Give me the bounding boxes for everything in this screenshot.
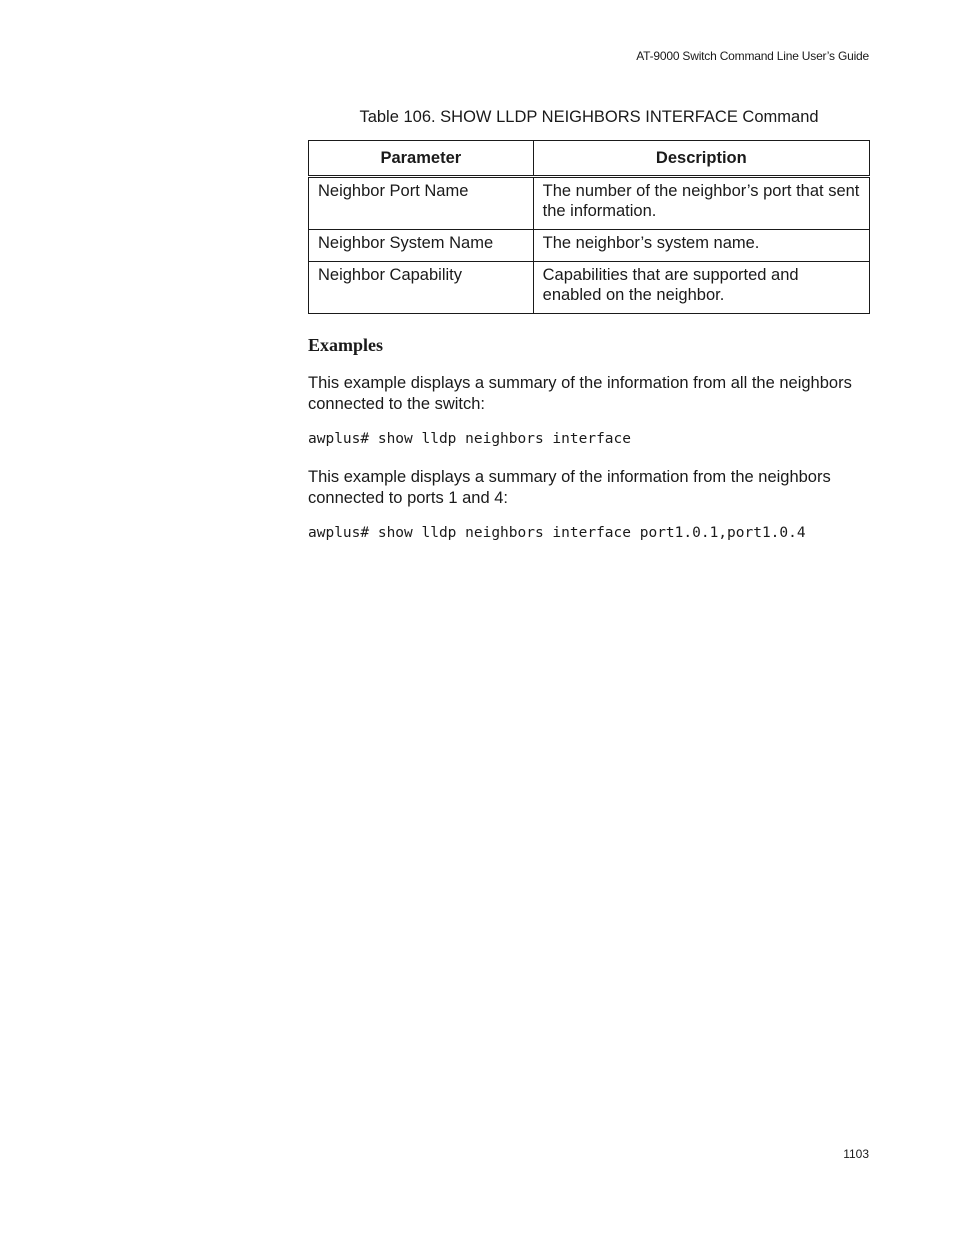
table-header-row bbox=[309, 141, 870, 177]
running-header: AT-9000 Switch Command Line User’s Guide bbox=[636, 49, 869, 63]
description-cell: The neighbor’s system name. bbox=[533, 230, 869, 262]
table-row bbox=[309, 262, 870, 314]
examples-heading: Examples bbox=[308, 335, 384, 355]
parameter-table bbox=[308, 140, 870, 314]
parameter-cell: Neighbor Port Name bbox=[309, 177, 534, 230]
parameter-cell: Neighbor System Name bbox=[309, 230, 534, 262]
table-caption: Table 106. SHOW LLDP NEIGHBORS INTERFACE Command bbox=[359, 108, 819, 126]
example-description: This example displays a summary of the information from all the neighbors connected to the switch: bbox=[308, 374, 852, 413]
description-cell: Capabilities that are supported and enabled on the neighbor. bbox=[533, 262, 869, 314]
description-cell: The number of the neighbor’s port that sent the information. bbox=[533, 177, 869, 230]
example-command: awplus# show lldp neighbors interface port1.0.1,port1.0.4 bbox=[308, 525, 806, 541]
column-header-parameter: Parameter bbox=[309, 141, 534, 177]
example-description: This example displays a summary of the information from the neighbors connected to ports 1 and 4: bbox=[308, 468, 831, 507]
page-number: 1103 bbox=[843, 1147, 869, 1161]
parameter-cell: Neighbor Capability bbox=[309, 262, 534, 314]
table-row bbox=[309, 230, 870, 262]
example-command: awplus# show lldp neighbors interface bbox=[308, 431, 632, 447]
column-header-description: Description bbox=[533, 141, 869, 177]
table-row bbox=[309, 177, 870, 230]
